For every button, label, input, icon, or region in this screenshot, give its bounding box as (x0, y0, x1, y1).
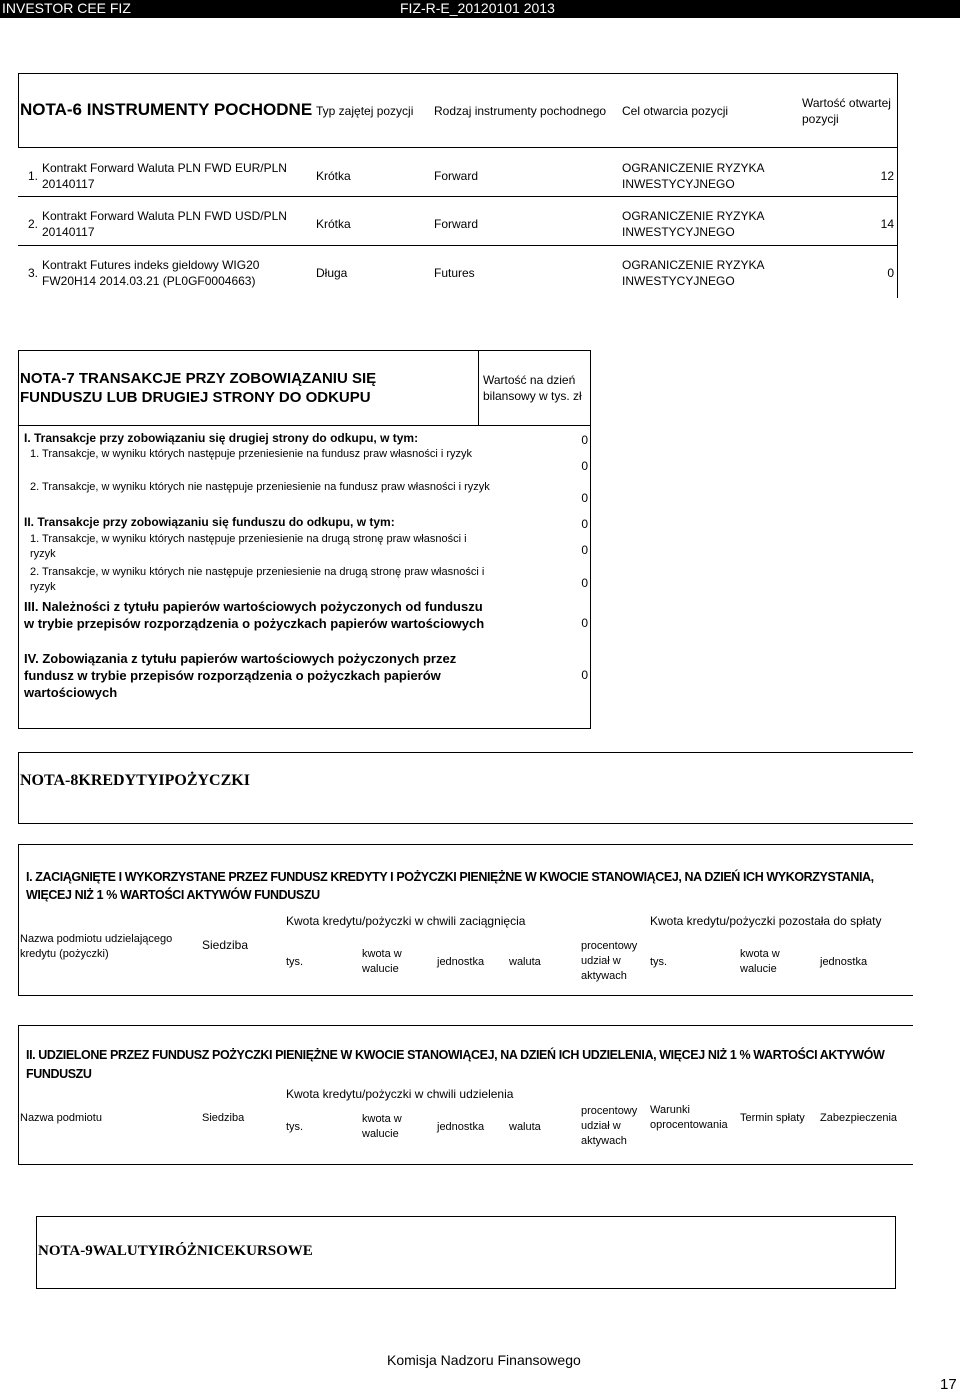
nota8-s2-col-currency: waluta (509, 1121, 541, 1133)
row-value: 0 (581, 459, 588, 473)
row-label: II. Transakcje przy zobowiązaniu się funduszu do odkupu, w tym: (24, 515, 395, 529)
footer-source: Komisja Nadzoru Finansowego (387, 1352, 581, 1368)
nota8-s2-col-thousands: tys. (286, 1121, 304, 1133)
instrument-kind: Forward (434, 169, 479, 183)
instrument-name: Kontrakt Futures indeks gieldowy WIG20 FW20H14 2014.03.21 (PL0GF0004663) (42, 258, 260, 288)
instrument-kind: Futures (434, 266, 475, 280)
nota8-s2-col-percent-assets: procentowy udział w aktywach (581, 1105, 638, 1147)
nota8-section2-title: II. UDZIELONE PRZEZ FUNDUSZ POŻYCZKI PIENIĘŻNE W KWOCIE STANOWIĄCEJ, NA DZIEŃ ICH UDZIELENIA, WIĘCEJ NIŻ 1 % WARTOŚCI AKTYWÓW FUNDUSZU (26, 1048, 885, 1081)
nota8-s1-col-percent-assets: procentowy udział w aktywach (581, 940, 638, 982)
position-purpose: OGRANICZENIE RYZYKA INWESTYCYJNEGO (622, 161, 764, 191)
position-type: Krótka (316, 169, 351, 183)
nota6-title: NOTA-6 INSTRUMENTY POCHODNE (20, 100, 313, 119)
nota8-s1-col-seat: Siedziba (202, 938, 249, 952)
nota8-s1-col-thousands: tys. (286, 956, 304, 968)
position-purpose: OGRANICZENIE RYZYKA INWESTYCYJNEGO (622, 258, 764, 288)
instrument-name: Kontrakt Forward Waluta PLN FWD EUR/PLN 20140117 (42, 161, 287, 191)
nota7-title: NOTA-7 TRANSAKCJE PRZY ZOBOWIĄZANIU SIĘ FUNDUSZU LUB DRUGIEJ STRONY DO ODKUPU (20, 370, 377, 406)
nota8-s1-col-unit-2: jednostka (820, 956, 868, 968)
row-value: 0 (581, 668, 588, 682)
instrument-name: Kontrakt Forward Waluta PLN FWD USD/PLN 20140117 (42, 209, 287, 239)
instrument-kind: Forward (434, 217, 479, 231)
nota8-s2-col-interest-terms: Warunki oprocentowania (650, 1104, 728, 1131)
row-label: III. Należności z tytułu papierów wartościowych pożyczonych od funduszu w trybie przepisów rozporządzenia o pożyczkach papierów wartościowych (24, 599, 485, 631)
nota8-s1-col-unit: jednostka (437, 956, 485, 968)
row-value: 0 (581, 491, 588, 505)
nota7-value-header: Wartość na dzień bilansowy w tys. zł (483, 373, 582, 403)
row-label: 2. Transakcje, w wyniku których nie następuje przeniesienie na fundusz praw własności i ryzyk (30, 481, 490, 493)
position-value: 14 (880, 217, 894, 231)
nota8-s2-col-collateral: Zabezpieczenia (820, 1112, 898, 1124)
row-label: IV. Zobowiązania z tytułu papierów wartościowych pożyczonych przez fundusz w trybie przepisów rozporządzenia o pożyczkach papierów wartościowych (24, 651, 457, 700)
nota8-s2-col-amount-currency: kwota w walucie (362, 1113, 402, 1140)
nota8-s1-col-lender: Nazwa podmiotu udzielającego kredytu (pożyczki) (20, 933, 173, 960)
nota8-title: NOTA-8KREDYTYIPOŻYCZKI (20, 772, 250, 789)
position-purpose: OGRANICZENIE RYZYKA INWESTYCYJNEGO (622, 209, 764, 239)
nota8-s2-col-seat: Siedziba (202, 1112, 245, 1124)
nota8-s1-group-remaining: Kwota kredytu/pożyczki pozostała do spłaty (650, 914, 882, 928)
position-type: Krótka (316, 217, 351, 231)
nota8-section1-title: I. ZACIĄGNIĘTE I WYKORZYSTANE PRZEZ FUNDUSZ KREDYTY I POŻYCZKI PIENIĘŻNE W KWOCIE STANOWIĄCEJ, NA DZIEŃ ICH WYKORZYSTANIA, WIĘCEJ NIŻ 1 % WARTOŚCI AKTYWÓW FUNDUSZU (26, 870, 874, 902)
row-label: 1. Transakcje, w wyniku których następuje przeniesienie na fundusz praw własności i ryzyk (30, 448, 473, 460)
nota6-col-type: Typ zajętej pozycji (316, 104, 414, 118)
nota8-s2-group-granted: Kwota kredytu/pożyczki w chwili udzielenia (286, 1087, 514, 1101)
nota8-s1-col-thousands-2: tys. (650, 956, 668, 968)
position-type: Długa (316, 266, 348, 280)
nota6-col-value: Wartość otwartej pozycji (802, 96, 891, 126)
header-fund-name: INVESTOR CEE FIZ (2, 0, 131, 16)
row-number: 2. (28, 217, 39, 231)
nota8-s2-col-unit: jednostka (437, 1121, 485, 1133)
document-header (0, 0, 960, 18)
nota8-s1-group-initial: Kwota kredytu/pożyczki w chwili zaciągnięcia (286, 914, 526, 928)
nota6-col-purpose: Cel otwarcia pozycji (622, 104, 729, 118)
nota6-col-kind: Rodzaj instrumenty pochodnego (434, 104, 607, 118)
position-value: 12 (880, 169, 894, 183)
nota8-s1-col-amount-currency: kwota w walucie (362, 948, 402, 975)
row-label: 1. Transakcje, w wyniku których następuje przeniesienie na drugą stronę praw własności i ryzyk (30, 533, 467, 560)
row-value: 0 (581, 576, 588, 590)
header-report-id: FIZ-R-E_20120101 2013 (400, 0, 555, 16)
row-value: 0 (581, 616, 588, 630)
row-value: 0 (581, 543, 588, 557)
row-label: 2. Transakcje, w wyniku których nie następuje przeniesienie na drugą stronę praw własności i ryzyk (30, 566, 485, 593)
row-number: 1. (28, 169, 39, 183)
nota8-s2-col-repayment-date: Termin spłaty (740, 1112, 805, 1124)
nota8-s1-col-currency: waluta (509, 956, 541, 968)
row-label: I. Transakcje przy zobowiązaniu się drugiej strony do odkupu, w tym: (24, 431, 419, 445)
nota9-title: NOTA-9WALUTYIRÓŻNICEKURSOWE (38, 1243, 313, 1259)
position-value: 0 (887, 266, 894, 280)
row-value: 0 (581, 433, 588, 447)
nota8-s2-col-entity: Nazwa podmiotu (20, 1112, 102, 1124)
row-value: 0 (581, 517, 588, 531)
row-number: 3. (28, 266, 39, 280)
page-number: 17 (940, 1376, 957, 1393)
nota8-s1-col-amount-currency-2: kwota w walucie (740, 948, 780, 975)
